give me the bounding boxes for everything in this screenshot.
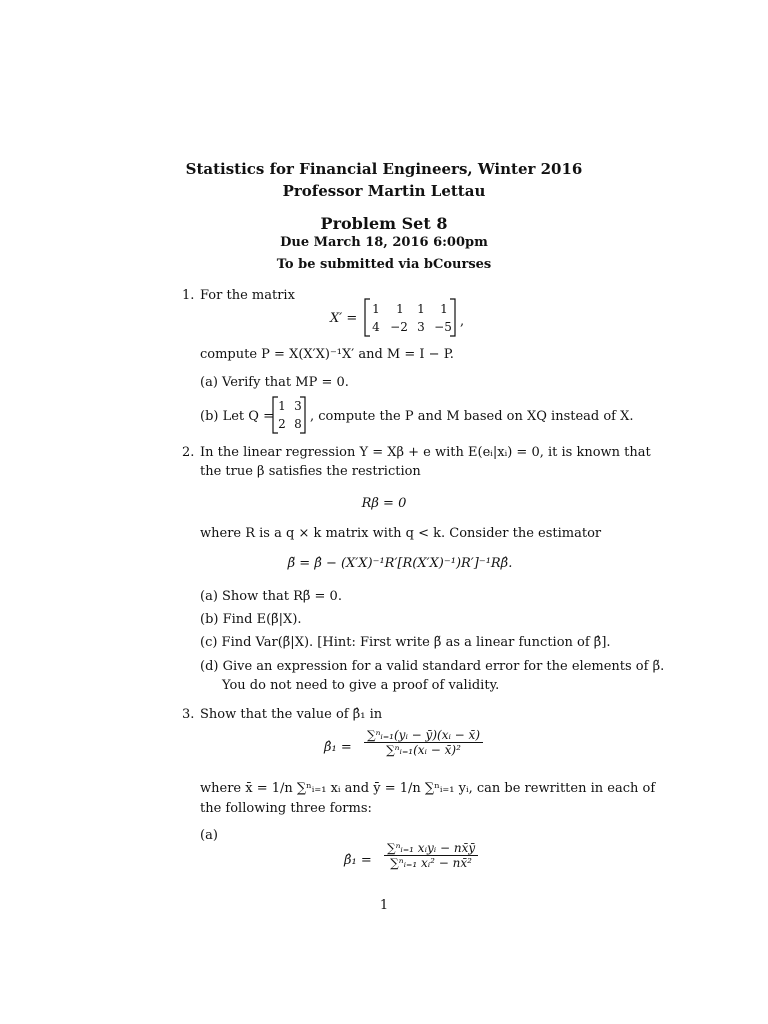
matrix-x-cell: 1 (440, 302, 448, 316)
problem-2a: (a) Show that Rβ̃ = 0. (200, 589, 342, 604)
matrix-x-cell: 1 (396, 302, 404, 316)
estimator-equation: β̃ = β̂ − (X′X)⁻¹R′[R(X′X)⁻¹)R′]⁻¹Rβ̂. (287, 556, 513, 571)
restriction-equation: Rβ = 0 (361, 496, 407, 511)
problem-2b: (b) Find E(β̃|X). (200, 612, 302, 627)
problem-3-intro: Show that the value of β̂₁ in (200, 707, 383, 722)
problem-1-number: 1. (182, 288, 195, 303)
matrix-x-label: X′ = (330, 311, 358, 326)
problem-2-number: 2. (182, 445, 195, 460)
problem-1b-suffix: , compute the P and M based on XQ instead of X. (310, 409, 634, 424)
problem-2-line2: the true β satisfies the restriction (200, 464, 421, 479)
problem-3a-label: (a) (200, 828, 218, 843)
problem-2d-line2: You do not need to give a proof of validity. (222, 678, 500, 693)
matrix-x-cell: −5 (434, 320, 452, 334)
problem-3-number: 3. (182, 707, 195, 722)
matrix-x-end: , (460, 314, 465, 329)
problem-1-intro: For the matrix (200, 288, 295, 303)
matrix-q-cell: 3 (294, 399, 302, 413)
problem-1a: (a) Verify that MP = 0. (200, 375, 349, 390)
problem-2c: (c) Find Var(β̃|X). [Hint: First write β̃ as a linear function of β̂]. (200, 635, 611, 650)
beta1-lhs: β̂₁ = (324, 740, 352, 755)
beta1-fraction (364, 728, 483, 757)
matrix-q-cell: 8 (294, 417, 302, 431)
form-a-lhs: β̂₁ = (344, 853, 372, 868)
problem-1b-prefix: (b) Let Q = (200, 409, 274, 424)
matrix-x-cell: 1 (417, 302, 425, 316)
matrix-x-cell: 4 (372, 320, 380, 334)
course-title: Statistics for Financial Engineers, Winter 2016 (185, 160, 583, 178)
form-a-numerator: ∑ⁿᵢ₌₁ xᵢyᵢ − nx̄ȳ (384, 841, 478, 856)
problem-3-forms: the following three forms: (200, 801, 372, 816)
beta1-denominator: ∑ⁿᵢ₌₁(xᵢ − x̄)² (386, 743, 461, 757)
form-a-denominator: ∑ⁿᵢ₌₁ xᵢ² − nx̄² (390, 856, 472, 870)
form-a-fraction (384, 841, 478, 870)
due-date: Due March 18, 2016 6:00pm (280, 235, 488, 250)
professor-name: Professor Martin Lettau (282, 182, 486, 200)
matrix-x-cell: −2 (390, 320, 408, 334)
matrix-x-cell: 1 (372, 302, 380, 316)
submission-note: To be submitted via bCourses (276, 257, 492, 272)
page-number: 1 (379, 898, 389, 913)
problem-set-title: Problem Set 8 (320, 214, 448, 233)
matrix-q-cell: 1 (278, 399, 286, 413)
matrix-q-cell: 2 (278, 417, 286, 431)
beta1-numerator: ∑ⁿᵢ₌₁(yᵢ − ȳ)(xᵢ − x̄) (364, 728, 483, 743)
matrix-x-cell: 3 (417, 320, 425, 334)
problem-2-line3: where R is a q × k matrix with q < k. Consider the estimator (200, 526, 602, 541)
problem-2d-line1: (d) Give an expression for a valid standard error for the elements of β̃. (200, 659, 665, 674)
problem-2-line1: In the linear regression Y = Xβ + e with E(eᵢ|xᵢ) = 0, it is known that (200, 445, 651, 460)
problem-3-where: where x̄ = 1/n ∑ⁿᵢ₌₁ xᵢ and ȳ = 1/n ∑ⁿᵢ₌₁ yᵢ, can be rewritten in each of (200, 781, 656, 796)
problem-1-compute: compute P = X(X′X)⁻¹X′ and M = I − P. (200, 347, 454, 362)
